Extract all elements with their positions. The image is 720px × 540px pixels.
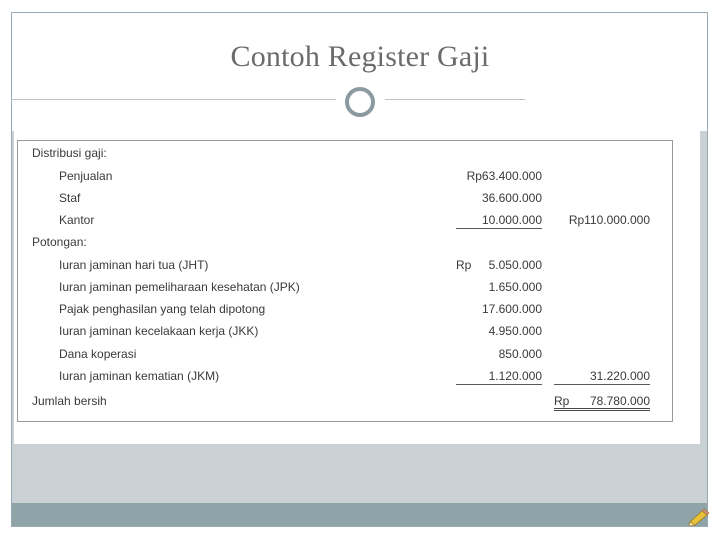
circle-icon	[345, 87, 375, 117]
table-row	[18, 188, 672, 210]
row-total: Rp110.000.000	[568, 213, 650, 227]
potongan-header: Potongan:	[32, 235, 87, 249]
title-divider-left	[11, 99, 336, 100]
table-row	[18, 299, 672, 321]
slide-title: Contoh Register Gaji	[230, 40, 490, 73]
distribusi-header: Distribusi gaji:	[32, 146, 107, 160]
table-row	[18, 210, 672, 232]
table-row	[18, 277, 672, 299]
row-amount: 10.000.000	[456, 213, 542, 229]
row-amount: 4.950.000	[488, 324, 542, 338]
row-label: Staf	[59, 191, 81, 205]
circle-ornament	[338, 80, 382, 124]
row-label: Iuran jaminan kecelakaan kerja (JKK)	[59, 324, 259, 338]
table-row	[18, 344, 672, 366]
net-label: Jumlah bersih	[32, 394, 107, 408]
table-row	[18, 232, 672, 254]
row-total: 31.220.000	[554, 369, 650, 385]
row-label: Dana koperasi	[59, 347, 137, 361]
row-amount: Rp63.400.000	[466, 169, 542, 183]
row-label: Pajak penghasilan yang telah dipotong	[59, 302, 266, 316]
row-currency: Rp	[456, 258, 472, 272]
table-row	[18, 166, 672, 188]
table-row	[18, 143, 672, 165]
row-amount: 850.000	[498, 347, 542, 361]
row-label: Iuran jaminan pemeliharaan kesehatan (JPK)	[59, 280, 300, 294]
table-row	[18, 321, 672, 343]
row-amount-value: 5.050.000	[488, 258, 542, 272]
row-amount: 1.120.000	[456, 369, 542, 385]
net-amount: 78.780.000	[589, 394, 650, 408]
net-total	[554, 394, 650, 411]
row-amount: 17.600.000	[481, 302, 542, 316]
payroll-register-table	[17, 140, 673, 422]
row-amount	[456, 258, 542, 272]
title-divider-right	[385, 99, 525, 100]
table-row	[18, 366, 672, 388]
table-row	[18, 255, 672, 277]
table-row	[18, 391, 672, 413]
row-label: Iuran jaminan hari tua (JHT)	[59, 258, 209, 272]
row-label: Penjualan	[59, 169, 113, 183]
net-currency: Rp	[554, 394, 570, 408]
row-label: Iuran jaminan kematian (JKM)	[59, 369, 220, 383]
row-label: Kantor	[59, 213, 95, 227]
row-amount: 1.650.000	[488, 280, 542, 294]
pencil-icon	[688, 508, 710, 526]
bottom-band	[12, 503, 707, 526]
row-amount: 36.600.000	[481, 191, 542, 205]
